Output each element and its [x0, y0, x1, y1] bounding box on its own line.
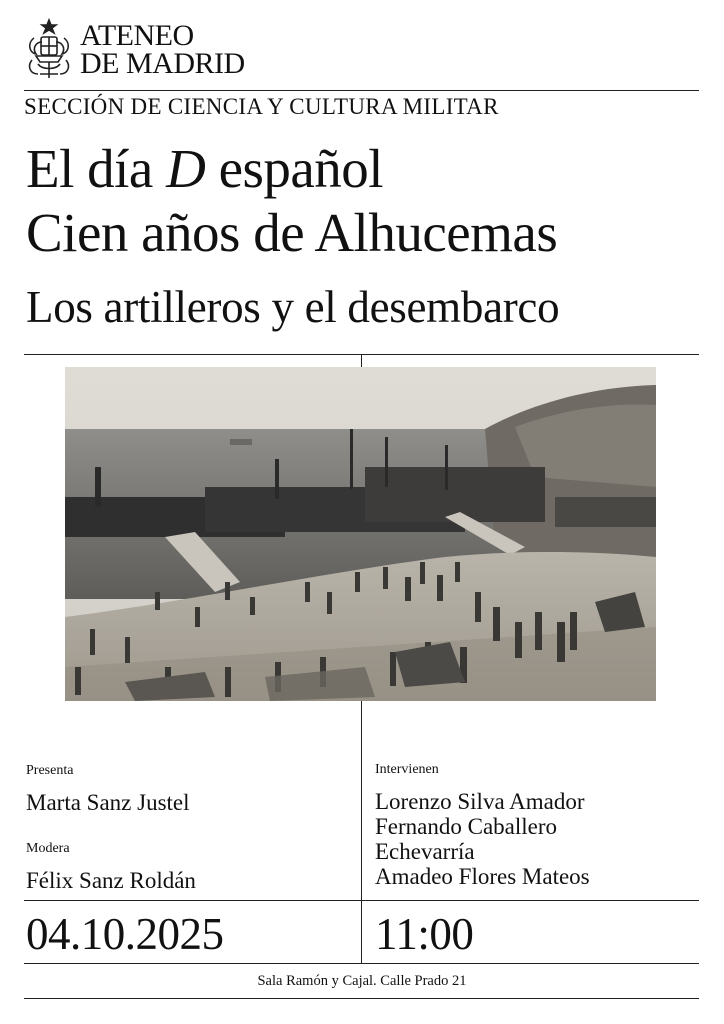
- presenta-label: Presenta: [26, 763, 74, 778]
- date-rule-bottom: [24, 963, 699, 964]
- presenta-name: Marta Sanz Justel: [26, 790, 190, 815]
- center-divider-upper: [361, 354, 362, 367]
- date-rule-top: [24, 900, 699, 901]
- speaker-2: Fernando Caballero: [375, 814, 558, 839]
- ateneo-crest-icon: [24, 18, 74, 80]
- venue-address: Sala Ramón y Cajal. Calle Prado 21: [257, 973, 467, 989]
- event-date: 04.10.2025: [26, 909, 224, 959]
- speaker-1: Lorenzo Silva Amador: [375, 789, 585, 814]
- event-time: 11:00: [375, 909, 474, 959]
- intervienen-label: Intervienen: [375, 762, 439, 777]
- title-line-1-post: español: [205, 138, 384, 199]
- modera-label: Modera: [26, 841, 70, 856]
- title-line-2: Cien años de Alhucemas: [26, 202, 558, 263]
- title-line-3: Los artilleros y el desembarco: [26, 282, 560, 332]
- speaker-3: Echevarría: [375, 839, 475, 864]
- brand-name: [80, 19, 245, 80]
- footer-rule: [24, 998, 699, 999]
- top-rule: [24, 90, 699, 91]
- section-heading: SECCIÓN DE CIENCIA Y CULTURA MILITAR: [24, 94, 499, 119]
- historical-landing-photo: [65, 367, 656, 701]
- title-line-1-pre: El día: [26, 138, 167, 199]
- title-line-1-italic: D: [166, 138, 206, 199]
- center-divider-lower: [361, 701, 362, 963]
- brand-line-1: ATENEO: [80, 19, 194, 52]
- speaker-4: Amadeo Flores Mateos: [375, 864, 590, 889]
- modera-name: Félix Sanz Roldán: [26, 868, 196, 893]
- title-line-1: [26, 137, 383, 201]
- brand-line-2: DE MADRID: [80, 47, 245, 80]
